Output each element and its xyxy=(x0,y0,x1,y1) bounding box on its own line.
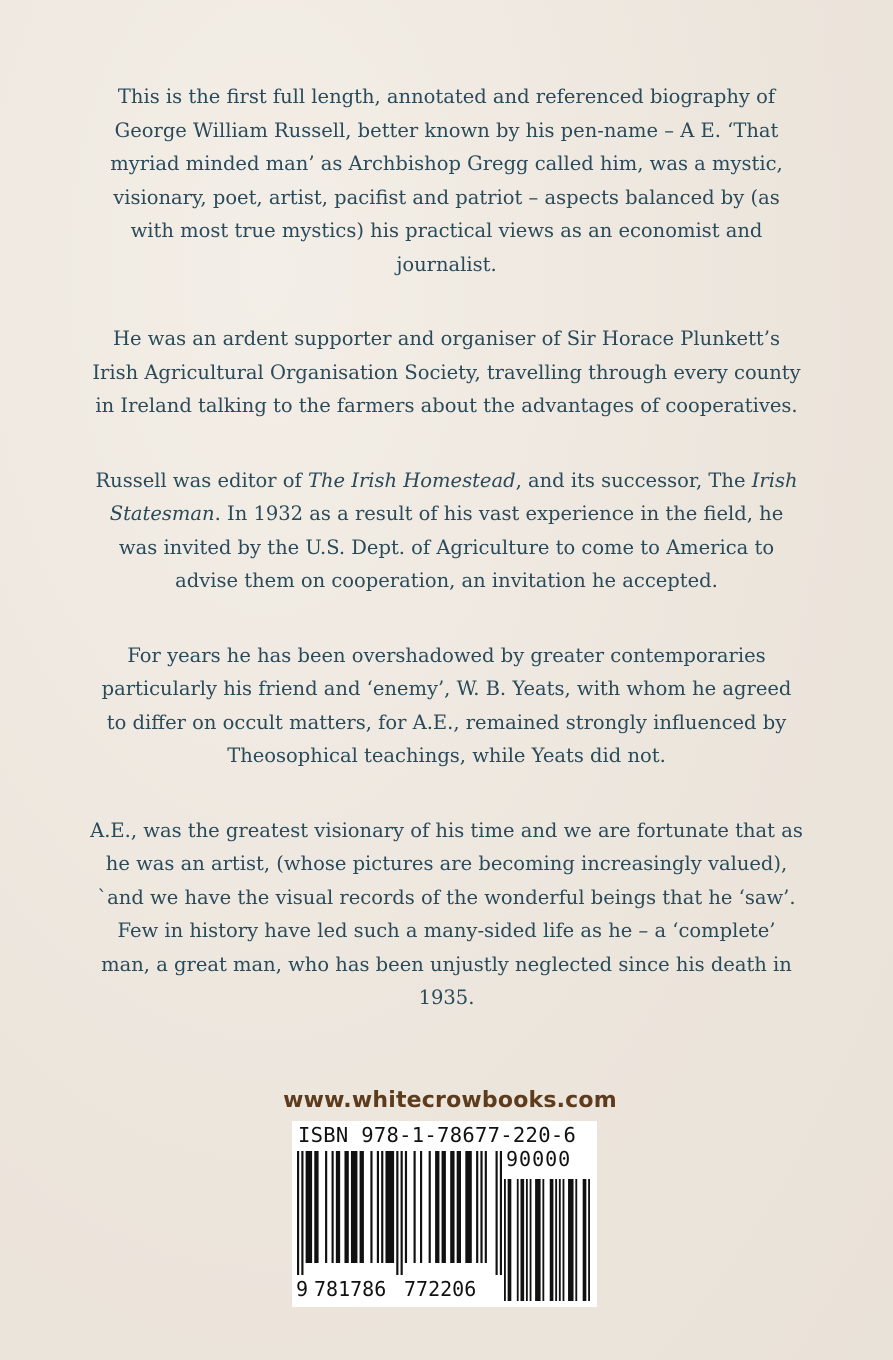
barcode-bar xyxy=(370,1151,372,1263)
barcode-bar xyxy=(457,1151,461,1263)
barcode-bar xyxy=(332,1151,334,1263)
barcode-bar xyxy=(435,1151,439,1263)
ean-left-digits: 781786 xyxy=(314,1277,387,1301)
title-irish-homestead: The Irish Homestead xyxy=(307,468,516,492)
barcode-bar xyxy=(504,1179,506,1301)
barcode-bar xyxy=(517,1179,519,1301)
barcode-bar xyxy=(563,1179,565,1301)
price-addon-code: 90000 xyxy=(506,1147,572,1171)
p3-post: . In 1932 as a result of his vast experience in the field, he was invited by the U.S. Dept. of Agriculture to come to America to advise them on cooperation, an invitation he accepted. xyxy=(118,502,784,592)
barcode-bar xyxy=(360,1151,364,1263)
publisher-website: www.whitecrowbooks.com xyxy=(283,1088,617,1113)
barcode-bar xyxy=(336,1151,340,1263)
barcode-bar xyxy=(542,1179,544,1301)
isbn-barcode xyxy=(292,1121,597,1307)
barcode-bar xyxy=(575,1179,577,1301)
barcode-bar xyxy=(588,1179,590,1301)
barcode-bar xyxy=(485,1151,487,1263)
ean-right-digits: 772206 xyxy=(404,1277,477,1301)
barcode-bar xyxy=(420,1151,422,1263)
barcode-bar xyxy=(508,1179,512,1301)
barcode-bar xyxy=(559,1179,561,1301)
addon-bars xyxy=(504,1179,590,1301)
barcode-bar xyxy=(385,1151,394,1263)
p3-mid: , and its successor, The xyxy=(515,468,752,492)
blurb-paragraph-4: For years he has been overshadowed by greater contemporaries particularly his friend and ‘enemy’, W. B. Yeats, with whom he agreed to differ on occult matters, for A.E., remained strongly influenced by Theosophical teachings, while Yeats did not. xyxy=(101,643,792,767)
barcode-bar xyxy=(301,1151,303,1275)
barcode-bar xyxy=(314,1151,318,1263)
barcode-bar xyxy=(555,1179,557,1301)
barcode-bar xyxy=(568,1179,573,1301)
barcode-bar xyxy=(526,1179,528,1301)
p3-pre: Russell was editor of xyxy=(95,468,308,492)
barcode-bar xyxy=(480,1151,482,1263)
barcode-bar xyxy=(429,1151,431,1263)
barcode-bar xyxy=(442,1151,446,1263)
barcode-bar xyxy=(325,1151,327,1263)
barcode-bar xyxy=(583,1179,587,1301)
barcode-bar xyxy=(500,1151,502,1275)
isbn-label: ISBN 978-1-78677-220-6 xyxy=(298,1123,577,1147)
barcode-bar xyxy=(381,1151,383,1263)
barcode-bar xyxy=(414,1151,416,1263)
barcode-bar xyxy=(306,1151,312,1263)
blurb-paragraph-2: He was an ardent supporter and organiser of Sir Horace Plunkett’s Irish Agricultural Organisation Society, travelling through every county in Ireland talking to the farmers about the advantages of cooperatives. xyxy=(92,327,801,417)
title-irish-statesman: Irish Statesman xyxy=(109,468,798,525)
ean13-bars xyxy=(297,1151,502,1275)
ean-lead-digit: 9 xyxy=(296,1277,309,1301)
barcode-bar xyxy=(405,1151,407,1263)
barcode-bar xyxy=(550,1179,554,1301)
barcode-bar xyxy=(396,1151,398,1275)
barcode-bar xyxy=(297,1151,299,1275)
barcode-bar xyxy=(535,1179,540,1301)
barcode-bar xyxy=(401,1151,403,1275)
blurb-paragraph-3 xyxy=(90,464,803,598)
blurb-text xyxy=(90,80,803,1056)
barcode-bar xyxy=(520,1179,524,1301)
barcode-bar xyxy=(377,1151,379,1263)
blurb-paragraph-1: This is the first full length, annotated and referenced biography of George William Russell, better known by his pen-name – A E. ‘That myriad minded man’ as Archbishop Gregg called him, was a mystic, visionary, poet, artist, pacifist and patriot – aspects balanced by (as with most true mystics) his practical views as an economist and journalist. xyxy=(110,85,783,276)
barcode-bar xyxy=(496,1151,498,1275)
barcode-bar xyxy=(530,1179,532,1301)
blurb-paragraph-5: A.E., was the greatest visionary of his time and we are fortunate that as he was an artist, (whose pictures are becoming increasingly valued), `and we have the visual records of the wonderful beings that he ‘saw’. Few in history have led such a many-sided life as he – a ‘complete’ man, a great man, who has been unjustly neglected since his death in 1935. xyxy=(90,818,803,1009)
barcode-bar xyxy=(344,1151,348,1263)
barcode-bar xyxy=(351,1151,357,1263)
barcode-bar xyxy=(476,1151,478,1263)
barcode-bar xyxy=(450,1151,454,1263)
ean-digits xyxy=(296,1277,476,1301)
barcode-bar xyxy=(465,1151,471,1263)
